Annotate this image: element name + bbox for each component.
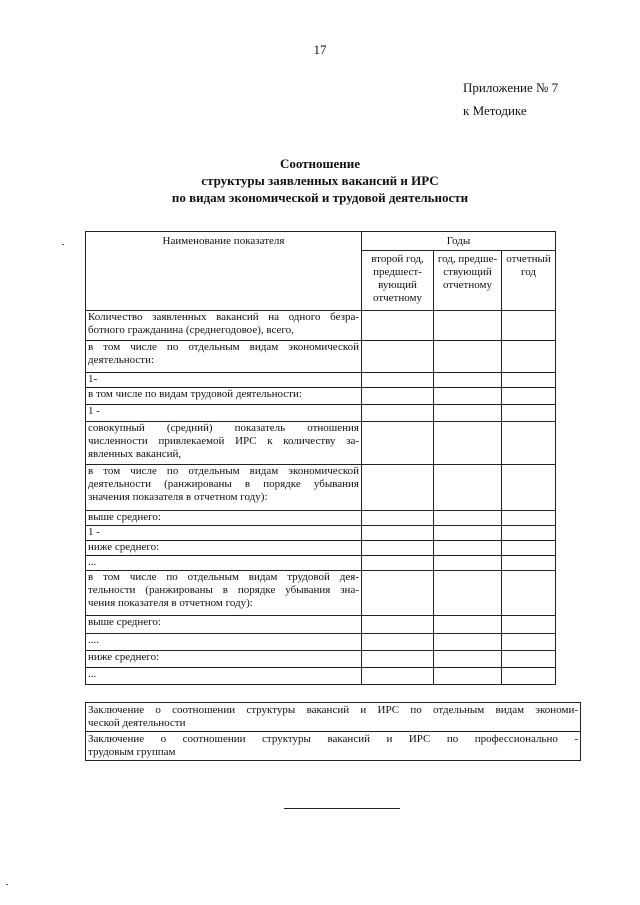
value-cell[interactable] [502, 541, 556, 556]
value-cell[interactable] [362, 526, 434, 541]
value-cell[interactable] [434, 634, 502, 651]
text-line: чения показателя в отчетном году): [88, 597, 253, 609]
text-line: год [520, 266, 537, 278]
value-cell[interactable] [434, 422, 502, 465]
value-cell[interactable] [502, 616, 556, 634]
table-row [86, 556, 556, 571]
text-line: отчетному [372, 292, 423, 304]
value-cell[interactable] [434, 311, 502, 341]
conclusion-cell[interactable] [86, 703, 581, 732]
indicator-name-cell [86, 388, 362, 405]
value-cell[interactable] [362, 388, 434, 405]
text-line: второй год, [371, 253, 424, 265]
indicator-name-cell [86, 311, 362, 341]
header-years: Годы [362, 232, 556, 251]
value-cell[interactable] [434, 405, 502, 422]
text-line: 1 - [88, 405, 100, 417]
text-line: ниже среднего: [88, 541, 160, 553]
table-row [86, 571, 556, 616]
value-cell[interactable] [502, 526, 556, 541]
text-line: ботного гражданина (среднегодовое), всего, [88, 324, 294, 336]
appendix-line-1: Приложение № 7 [463, 80, 559, 95]
text-line: отчетный [506, 253, 551, 265]
table-row [86, 311, 556, 341]
table-row [86, 651, 556, 668]
indicator-name-cell [86, 511, 362, 526]
indicator-table [85, 231, 556, 685]
text-line: 1 - [88, 526, 100, 538]
header-year-1 [362, 251, 434, 311]
value-cell[interactable] [502, 634, 556, 651]
conclusion-cell[interactable] [86, 732, 581, 761]
value-cell[interactable] [362, 651, 434, 668]
text-line: Заключение о соотношении структуры вакансий и ИРС по отдельным видам экономи- [88, 704, 578, 716]
text-line: предшест- [373, 266, 422, 278]
text-line: ствующий [443, 266, 492, 278]
table-row [86, 405, 556, 422]
value-cell[interactable] [434, 373, 502, 388]
indicator-name-cell [86, 571, 362, 616]
value-cell[interactable] [502, 405, 556, 422]
value-cell[interactable] [434, 541, 502, 556]
table-row [86, 616, 556, 634]
text-line: совокупный (средний) показатель отношения [88, 422, 359, 434]
text-line: 1- [88, 373, 98, 385]
value-cell[interactable] [502, 571, 556, 616]
text-line: в том числе по отдельным видам экономической [88, 341, 359, 353]
text-line: деятельности: [88, 354, 155, 366]
table-row [86, 465, 556, 511]
indicator-name-cell [86, 541, 362, 556]
text-line: тельности (ранжированы в порядке убывания зна- [88, 584, 359, 596]
indicator-name-cell [86, 651, 362, 668]
indicator-name-cell [86, 556, 362, 571]
value-cell[interactable] [362, 311, 434, 341]
value-cell[interactable] [362, 634, 434, 651]
appendix-reference [463, 76, 558, 122]
value-cell[interactable] [502, 651, 556, 668]
value-cell[interactable] [362, 668, 434, 685]
text-line: Заключение о соотношении структуры вакансий и ИРС по профессионально - [88, 733, 578, 745]
table-row [86, 422, 556, 465]
text-line: .... [88, 634, 99, 646]
value-cell[interactable] [434, 668, 502, 685]
value-cell[interactable] [362, 556, 434, 571]
value-cell[interactable] [362, 541, 434, 556]
conclusions-table [85, 702, 581, 761]
title-line-1: Соотношение [279, 156, 361, 171]
indicator-name-cell [86, 405, 362, 422]
document-title [0, 155, 640, 206]
text-line: Количество заявленных вакансий на одного безра- [88, 311, 359, 323]
conclusion-row [86, 703, 581, 732]
title-line-3: по видам экономической и трудовой деятельности [171, 190, 469, 205]
text-line: в том числе по видам трудовой деятельности: [88, 388, 302, 400]
value-cell[interactable] [434, 388, 502, 405]
indicator-name-cell [86, 668, 362, 685]
text-line: год, предше- [437, 253, 498, 265]
header-year-3 [502, 251, 556, 311]
text-line: выше среднего: [88, 616, 161, 628]
conclusion-row [86, 732, 581, 761]
indicator-name-cell [86, 616, 362, 634]
value-cell[interactable] [502, 556, 556, 571]
value-cell[interactable] [434, 465, 502, 511]
text-line: деятельности (ранжированы в порядке убывания [88, 478, 359, 490]
value-cell[interactable] [502, 668, 556, 685]
value-cell[interactable] [502, 373, 556, 388]
text-line: в том числе по отдельным видам трудовой дея- [88, 571, 359, 583]
text-line: ческой деятельности [88, 717, 186, 729]
margin-mark [6, 884, 8, 885]
value-cell[interactable] [434, 511, 502, 526]
table-row [86, 373, 556, 388]
table-row [86, 388, 556, 405]
value-cell[interactable] [434, 651, 502, 668]
value-cell[interactable] [502, 341, 556, 373]
value-cell[interactable] [502, 511, 556, 526]
text-line: ниже среднего: [88, 651, 160, 663]
value-cell[interactable] [362, 422, 434, 465]
text-line: вующий [378, 279, 417, 291]
text-line: ... [88, 556, 97, 568]
value-cell[interactable] [434, 571, 502, 616]
value-cell[interactable] [502, 311, 556, 341]
text-line: трудовым группам [88, 746, 176, 758]
text-line: в том числе по отдельным видам экономической [88, 465, 359, 477]
header-year-2 [434, 251, 502, 311]
value-cell[interactable] [502, 388, 556, 405]
table-row [86, 634, 556, 651]
value-cell[interactable] [502, 422, 556, 465]
table-row [86, 526, 556, 541]
indicator-name-cell [86, 422, 362, 465]
margin-mark [62, 244, 64, 245]
indicator-name-cell [86, 373, 362, 388]
value-cell[interactable] [362, 511, 434, 526]
value-cell[interactable] [362, 465, 434, 511]
indicator-name-cell [86, 341, 362, 373]
value-cell[interactable] [502, 465, 556, 511]
value-cell[interactable] [362, 571, 434, 616]
indicator-name-cell [86, 526, 362, 541]
indicator-name-cell [86, 634, 362, 651]
value-cell[interactable] [434, 526, 502, 541]
table-row [86, 511, 556, 526]
value-cell[interactable] [362, 341, 434, 373]
text-line: выше среднего: [88, 511, 161, 523]
text-line: явленных вакансий, [88, 448, 182, 460]
value-cell[interactable] [362, 373, 434, 388]
appendix-line-2: к Методике [463, 103, 527, 118]
text-line: значения показателя в отчетном году): [88, 491, 268, 503]
value-cell[interactable] [362, 616, 434, 634]
text-line: отчетному [442, 279, 493, 291]
value-cell[interactable] [434, 341, 502, 373]
indicator-name-cell [86, 465, 362, 511]
table-row [86, 668, 556, 685]
table-row [86, 541, 556, 556]
table-row [86, 341, 556, 373]
value-cell[interactable] [434, 556, 502, 571]
header-indicator-name: Наименование показателя [86, 232, 362, 311]
text-line: ... [88, 668, 97, 680]
value-cell[interactable] [434, 616, 502, 634]
end-divider-line [284, 808, 400, 809]
value-cell[interactable] [362, 405, 434, 422]
text-line: численности привлекаемой ИРС к количеству за- [88, 435, 359, 447]
title-line-2: структуры заявленных вакансий и ИРС [201, 173, 439, 188]
page-number: 17 [313, 42, 327, 57]
